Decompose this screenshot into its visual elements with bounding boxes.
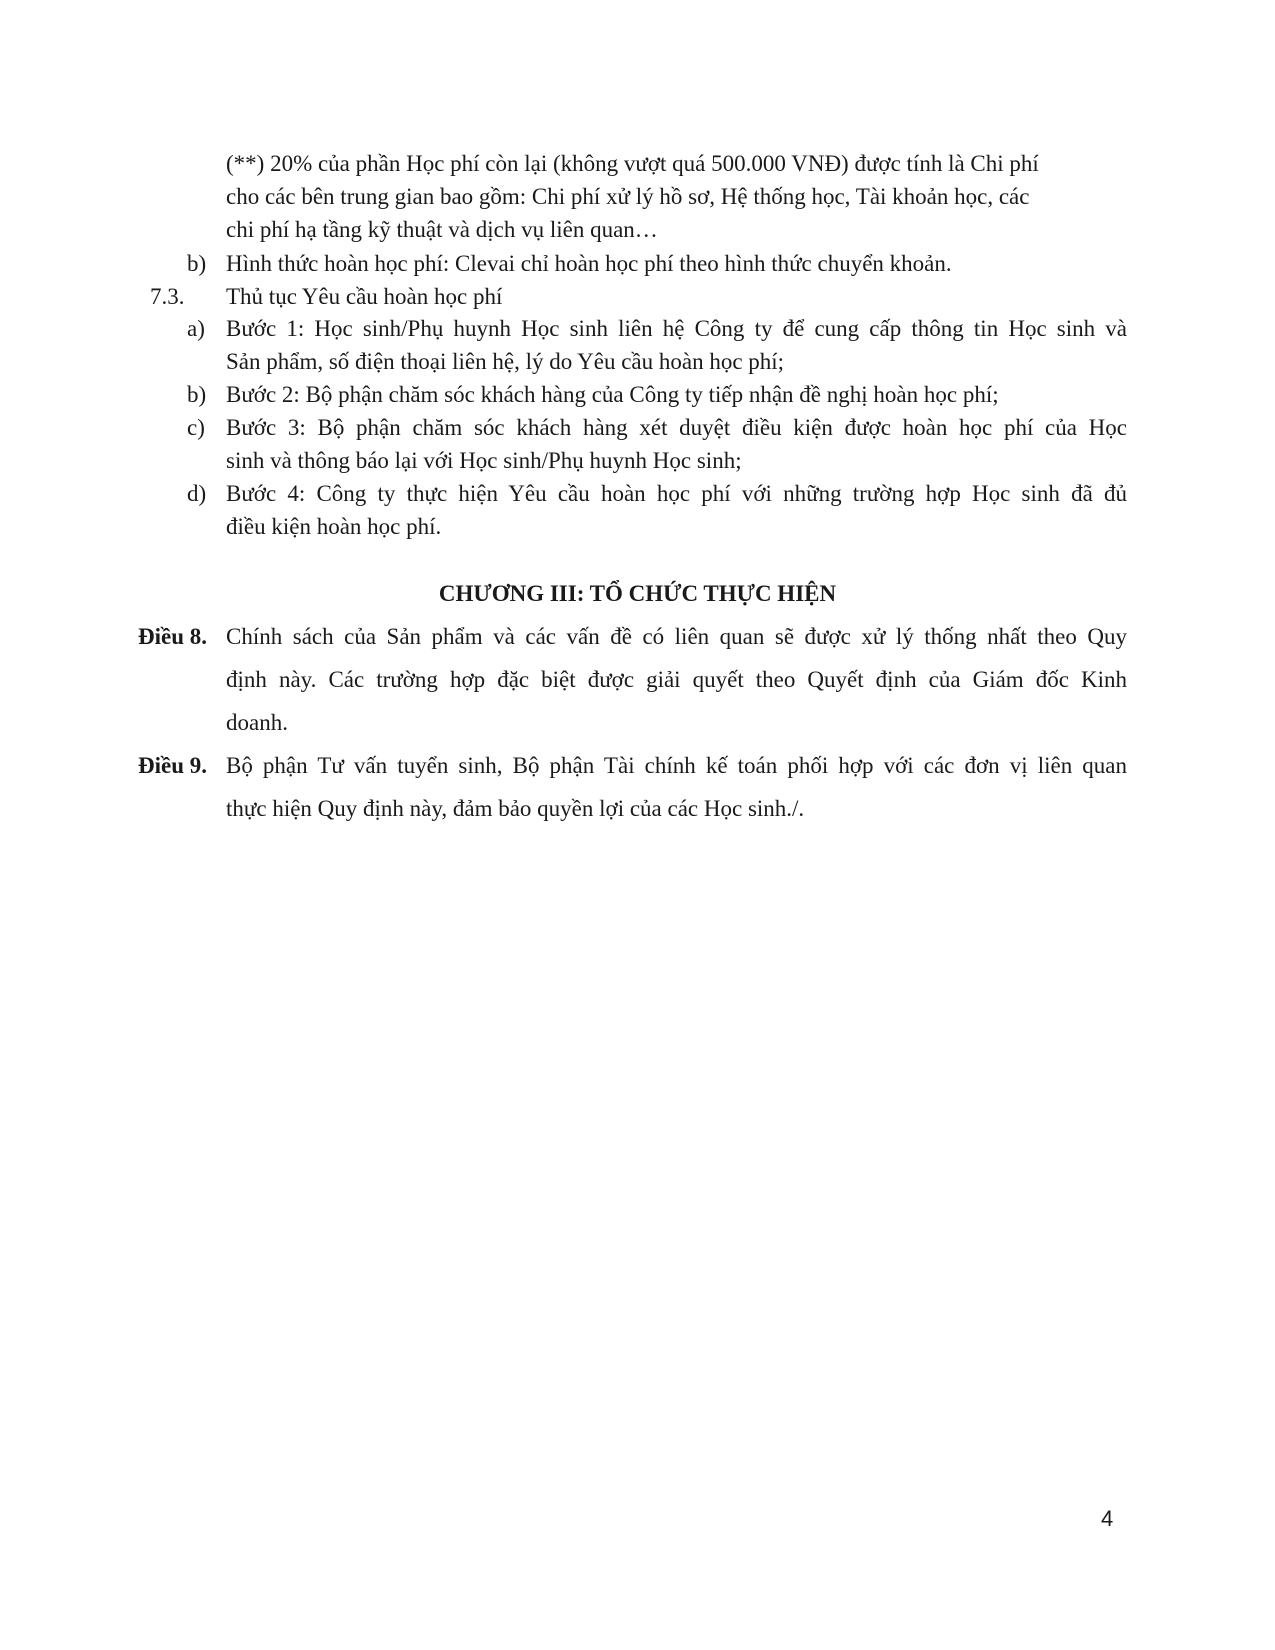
step-3-line: sinh và thông báo lại với Học sinh/Phụ huynh Học sinh; <box>226 448 742 473</box>
step-1-line: Sản phẩm, số điện thoại liên hệ, lý do Yêu cầu hoàn học phí; <box>226 349 785 374</box>
article-line: doanh. <box>226 710 288 735</box>
note-line: chi phí hạ tầng kỹ thuật và dịch vụ liên quan… <box>226 217 658 242</box>
step-1-line: Bước 1: Học sinh/Phụ huynh Học sinh liên hệ Công ty để cung cấp thông tin Học sinh và <box>226 316 1127 341</box>
article-line: thực hiện Quy định này, đảm bảo quyền lợi của các Học sinh./. <box>226 796 805 821</box>
section-title: Thủ tục Yêu cầu hoàn học phí <box>226 284 503 309</box>
section-number: 7.3. <box>150 284 185 309</box>
list-marker: a) <box>187 316 205 341</box>
step-2-line: Bước 2: Bộ phận chăm sóc khách hàng của Công ty tiếp nhận đề nghị hoàn học phí; <box>226 382 999 407</box>
list-marker: b) <box>187 382 207 407</box>
chapter-heading: CHƯƠNG III: TỔ CHỨC THỰC HIỆN <box>438 581 837 606</box>
article-line: Bộ phận Tư vấn tuyển sinh, Bộ phận Tài chính kế toán phối hợp với các đơn vị liên quan <box>226 753 1127 778</box>
page-number: 4 <box>1101 1506 1114 1531</box>
step-4-line: Bước 4: Công ty thực hiện Yêu cầu hoàn học phí với những trường hợp Học sinh đã đủ <box>226 481 1127 506</box>
article-line: Chính sách của Sản phẩm và các vấn đề có liên quan sẽ được xử lý thống nhất theo Quy <box>226 624 1127 649</box>
step-4-line: điều kiện hoàn học phí. <box>226 514 442 539</box>
article-label: Điều 9. <box>138 753 207 778</box>
list-marker: d) <box>187 481 207 506</box>
article-label: Điều 8. <box>138 624 207 649</box>
note-line: cho các bên trung gian bao gồm: Chi phí xử lý hồ sơ, Hệ thống học, Tài khoản học, các <box>226 184 1030 209</box>
step-3-line: Bước 3: Bộ phận chăm sóc khách hàng xét duyệt điều kiện được hoàn học phí của Học <box>226 415 1127 440</box>
list-marker: c) <box>187 415 205 440</box>
article-line: định này. Các trường hợp đặc biệt được giải quyết theo Quyết định của Giám đốc Kinh <box>226 667 1127 692</box>
list-item-text: Hình thức hoàn học phí: Clevai chỉ hoàn học phí theo hình thức chuyển khoản. <box>226 251 952 276</box>
note-line: (**) 20% của phần Học phí còn lại (không vượt quá 500.000 VNĐ) được tính là Chi phí <box>226 151 1039 176</box>
list-marker: b) <box>187 251 207 276</box>
